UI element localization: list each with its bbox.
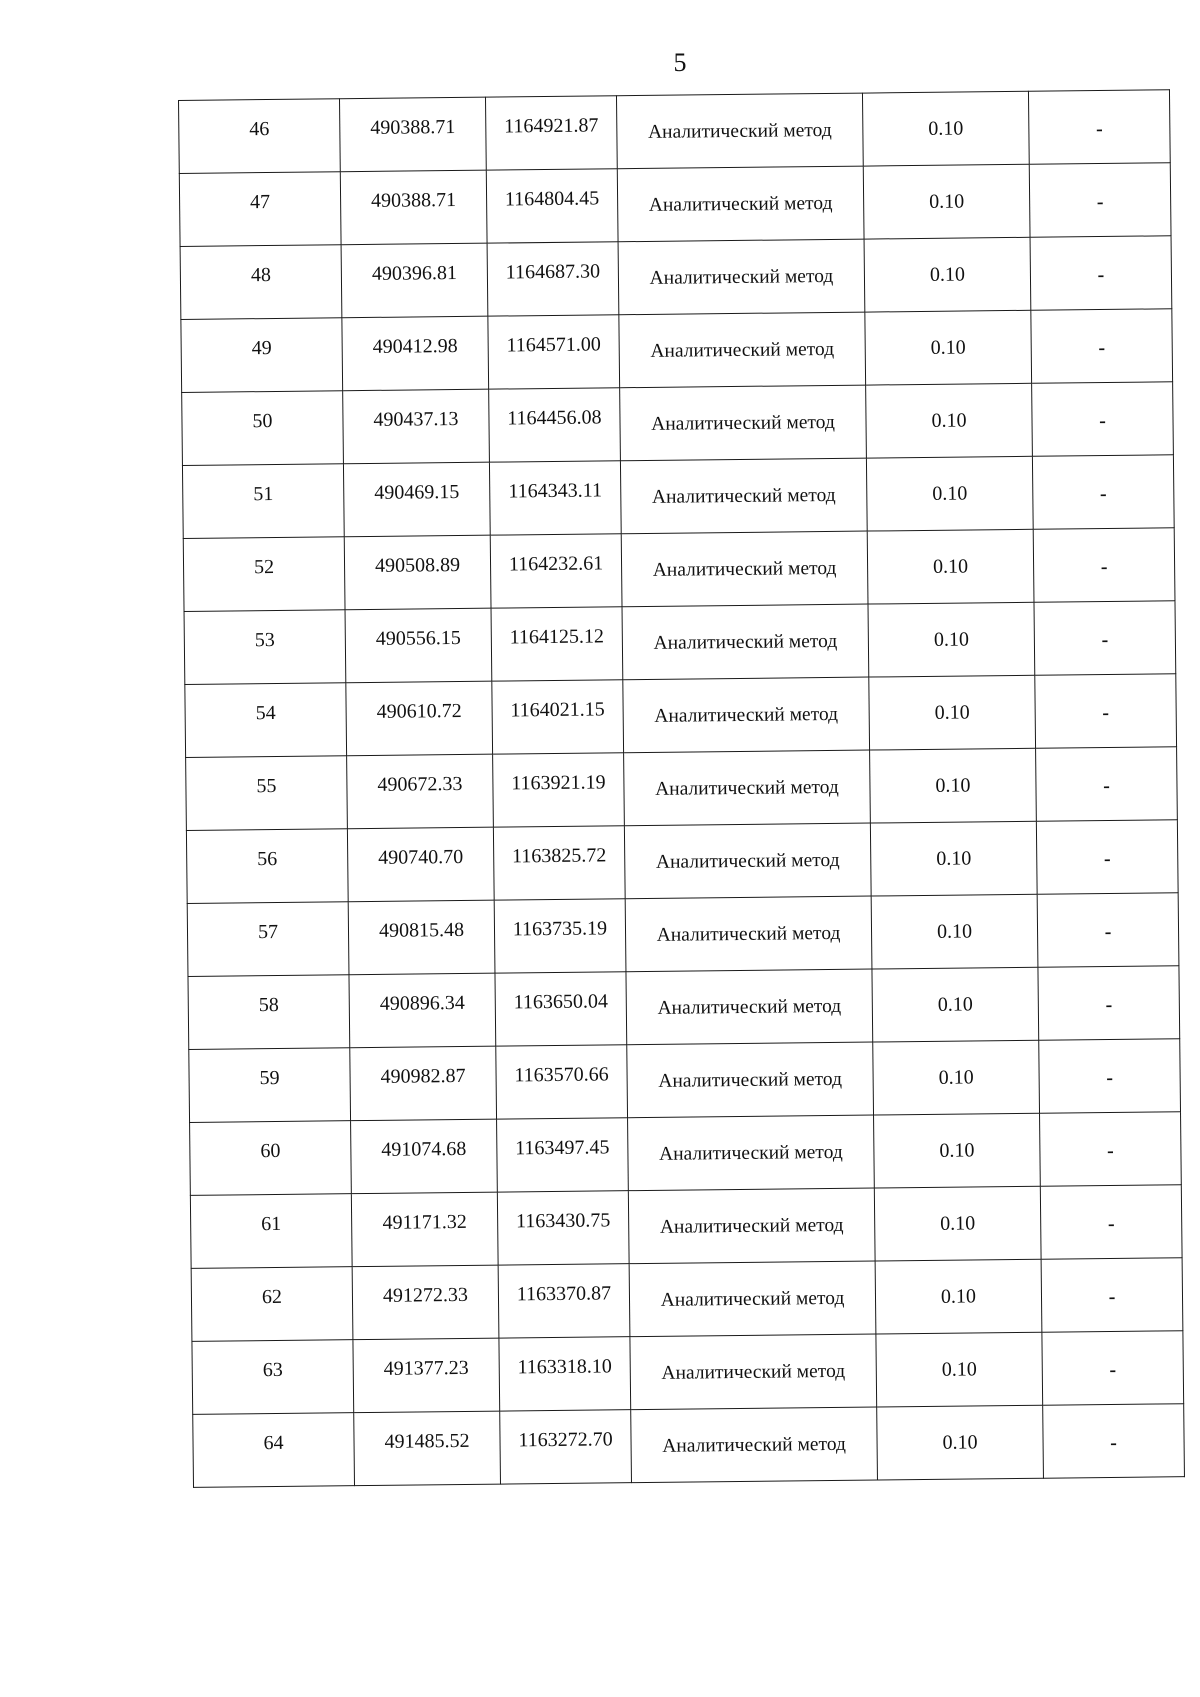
x-coordinate-cell: [343, 462, 490, 537]
x-coordinate-value: 490815.48: [378, 918, 465, 942]
x-coordinate-cell: [342, 316, 489, 391]
accuracy-value: 0.10: [942, 1430, 978, 1454]
y-coordinate-value: 1163318.10: [517, 1354, 612, 1378]
note-cell: [1043, 1404, 1185, 1479]
x-coordinate-cell: [347, 827, 494, 902]
y-coordinate-cell: [493, 753, 625, 827]
x-coordinate-cell: [353, 1338, 500, 1413]
y-coordinate-cell: [497, 1118, 629, 1192]
accuracy-cell: [876, 1332, 1043, 1407]
y-coordinate-value: 1163825.72: [511, 843, 607, 867]
method-cell: [627, 1042, 874, 1118]
note-value: -: [1104, 920, 1112, 943]
note-value: -: [1102, 701, 1110, 724]
note-value: -: [1105, 993, 1113, 1016]
method-value: Аналитический метод: [651, 484, 836, 508]
point-number-value: 49: [251, 336, 272, 359]
note-cell: [1037, 893, 1179, 968]
y-coordinate-value: 1163430.75: [515, 1208, 611, 1232]
note-value: -: [1108, 1285, 1116, 1308]
y-coordinate-cell: [489, 388, 621, 462]
point-number-value: 50: [252, 409, 273, 432]
method-value: Аналитический метод: [662, 1433, 847, 1457]
method-value: Аналитический метод: [647, 119, 832, 143]
point-number-cell: [184, 610, 346, 685]
point-number-value: 58: [258, 993, 279, 1016]
x-coordinate-cell: [349, 973, 496, 1048]
point-number-cell: [182, 464, 344, 539]
note-value: -: [1099, 482, 1107, 505]
accuracy-value: 0.10: [939, 1138, 975, 1162]
point-number-value: 52: [253, 555, 275, 578]
x-coordinate-value: 491377.23: [383, 1356, 469, 1380]
method-value: Аналитический метод: [650, 338, 835, 362]
note-cell: [1040, 1185, 1182, 1260]
accuracy-cell: [875, 1259, 1042, 1334]
x-coordinate-cell: [351, 1192, 498, 1267]
note-value: -: [1106, 1066, 1114, 1089]
point-number-value: 48: [250, 263, 272, 286]
method-cell: [620, 385, 867, 461]
note-cell: [1028, 90, 1170, 165]
method-value: Аналитический метод: [652, 557, 837, 581]
y-coordinate-value: 1164021.15: [510, 697, 605, 721]
point-number-cell: [183, 537, 345, 612]
x-coordinate-cell: [346, 681, 493, 756]
note-cell: [1029, 163, 1171, 238]
x-coordinate-cell: [347, 754, 494, 829]
point-number-value: 56: [257, 847, 278, 870]
method-cell: [626, 969, 873, 1045]
y-coordinate-cell: [498, 1264, 630, 1338]
table-row: [185, 674, 1177, 758]
method-value: Аналитический метод: [649, 265, 834, 289]
x-coordinate-value: 491485.52: [384, 1429, 470, 1453]
note-value: -: [1098, 336, 1106, 359]
accuracy-value: 0.10: [929, 262, 966, 286]
x-coordinate-value: 491272.33: [382, 1283, 469, 1307]
method-cell: [617, 166, 864, 242]
method-value: Аналитический метод: [659, 1214, 844, 1238]
method-cell: [631, 1407, 878, 1483]
y-coordinate-cell: [485, 96, 617, 170]
point-number-cell: [191, 1267, 353, 1342]
table-row: [187, 893, 1179, 977]
accuracy-cell: [863, 164, 1030, 239]
x-coordinate-value: 490610.72: [376, 699, 462, 723]
method-cell: [625, 896, 872, 972]
accuracy-cell: [866, 456, 1033, 531]
point-number-cell: [190, 1194, 352, 1269]
accuracy-value: 0.10: [932, 554, 969, 578]
accuracy-cell: [870, 821, 1037, 896]
method-value: Аналитический метод: [654, 703, 839, 727]
table-row: [180, 236, 1172, 320]
y-coordinate-cell: [489, 461, 621, 535]
note-value: -: [1096, 190, 1104, 213]
point-number-value: 64: [263, 1431, 284, 1454]
accuracy-value: 0.10: [928, 117, 964, 140]
method-cell: [618, 239, 865, 315]
point-number-cell: [186, 829, 348, 904]
table-row: [182, 455, 1174, 539]
x-coordinate-value: 490982.87: [380, 1064, 466, 1088]
method-cell: [619, 312, 866, 388]
point-number-value: 46: [249, 117, 270, 140]
y-coordinate-value: 1163570.66: [514, 1062, 609, 1086]
x-coordinate-value: 490896.34: [379, 991, 465, 1015]
accuracy-cell: [871, 894, 1038, 969]
method-cell: [622, 604, 869, 680]
note-value: -: [1099, 409, 1106, 432]
accuracy-value: 0.10: [941, 1357, 977, 1381]
note-value: -: [1103, 847, 1111, 870]
y-coordinate-value: 1164804.45: [504, 186, 600, 210]
table-row: [183, 528, 1175, 612]
note-cell: [1032, 455, 1174, 530]
y-coordinate-value: 1163735.19: [512, 916, 608, 940]
x-coordinate-cell: [345, 608, 492, 683]
table-row: [188, 966, 1180, 1050]
table-row: [181, 309, 1173, 393]
method-cell: [624, 823, 871, 899]
point-number-value: 54: [255, 701, 276, 724]
x-coordinate-value: 491074.68: [381, 1137, 467, 1161]
x-coordinate-cell: [351, 1119, 498, 1194]
point-number-cell: [187, 902, 349, 977]
method-value: Аналитический метод: [658, 1141, 843, 1165]
y-coordinate-value: 1164571.00: [506, 332, 601, 356]
point-number-cell: [192, 1340, 354, 1415]
point-number-cell: [193, 1413, 355, 1488]
point-number-cell: [181, 318, 343, 393]
x-coordinate-value: 490556.15: [375, 626, 461, 650]
note-cell: [1040, 1112, 1182, 1187]
y-coordinate-cell: [500, 1410, 632, 1484]
page-number: 5: [673, 48, 687, 77]
y-coordinate-cell: [495, 972, 627, 1046]
accuracy-cell: [867, 529, 1034, 604]
accuracy-value: 0.10: [929, 189, 965, 213]
y-coordinate-value: 1164456.08: [507, 405, 602, 429]
x-coordinate-cell: [341, 243, 488, 318]
x-coordinate-cell: [339, 97, 486, 172]
method-value: Аналитический метод: [660, 1287, 845, 1311]
point-number-value: 63: [262, 1358, 283, 1381]
accuracy-cell: [877, 1405, 1044, 1480]
accuracy-cell: [868, 602, 1035, 677]
point-number-cell: [185, 683, 347, 758]
y-coordinate-value: 1164125.12: [509, 624, 605, 648]
point-number-value: 53: [254, 628, 275, 651]
method-value: Аналитический метод: [648, 192, 833, 216]
accuracy-cell: [872, 967, 1039, 1042]
y-coordinate-cell: [493, 826, 625, 900]
note-cell: [1036, 747, 1178, 822]
x-coordinate-cell: [340, 170, 487, 245]
point-number-value: 60: [260, 1139, 281, 1162]
accuracy-value: 0.10: [935, 773, 971, 797]
table-row: [189, 1039, 1181, 1123]
note-value: -: [1110, 1431, 1118, 1454]
point-number-cell: [180, 245, 342, 320]
table-row: [186, 820, 1178, 904]
note-value: -: [1101, 628, 1109, 651]
method-cell: [628, 1115, 875, 1191]
note-cell: [1030, 236, 1172, 311]
x-coordinate-cell: [352, 1265, 499, 1340]
accuracy-value: 0.10: [933, 627, 969, 651]
note-value: -: [1107, 1212, 1115, 1235]
y-coordinate-cell: [497, 1191, 629, 1265]
method-value: Аналитический метод: [658, 1068, 843, 1092]
note-value: -: [1103, 774, 1110, 797]
y-coordinate-value: 1163921.19: [511, 770, 606, 794]
accuracy-value: 0.10: [940, 1211, 976, 1235]
y-coordinate-cell: [491, 607, 623, 681]
accuracy-value: 0.10: [937, 992, 973, 1016]
point-number-cell: [186, 756, 348, 831]
note-cell: [1042, 1331, 1184, 1406]
method-cell: [628, 1188, 875, 1264]
accuracy-value: 0.10: [940, 1284, 977, 1308]
y-coordinate-cell: [488, 315, 620, 389]
table-row: [184, 601, 1176, 685]
y-coordinate-cell: [490, 534, 622, 608]
note-cell: [1035, 674, 1177, 749]
method-value: Аналитический метод: [657, 995, 842, 1019]
x-coordinate-value: 490388.71: [370, 188, 457, 212]
note-cell: [1031, 309, 1173, 384]
accuracy-value: 0.10: [936, 919, 973, 943]
coordinates-table: [178, 89, 1185, 1488]
note-value: -: [1109, 1358, 1117, 1381]
x-coordinate-value: 490396.81: [371, 261, 458, 285]
method-value: Аналитический метод: [661, 1360, 846, 1384]
x-coordinate-value: 490508.89: [374, 553, 461, 577]
method-value: Аналитический метод: [655, 849, 840, 873]
note-cell: [1041, 1258, 1183, 1333]
x-coordinate-cell: [343, 389, 490, 464]
y-coordinate-value: 1164232.61: [508, 551, 604, 575]
accuracy-cell: [862, 91, 1029, 166]
accuracy-cell: [874, 1113, 1041, 1188]
table-row: [190, 1112, 1182, 1196]
point-number-value: 51: [253, 482, 274, 505]
table-row: [186, 747, 1178, 831]
note-value: -: [1095, 117, 1103, 140]
x-coordinate-value: 490469.15: [374, 480, 460, 504]
point-number-value: 61: [261, 1212, 282, 1235]
accuracy-value: 0.10: [938, 1065, 974, 1089]
table-row: [182, 382, 1174, 466]
note-cell: [1036, 820, 1178, 895]
point-number-cell: [179, 99, 341, 174]
point-number-value: 57: [257, 920, 279, 943]
y-coordinate-cell: [492, 680, 624, 754]
y-coordinate-value: 1163497.45: [515, 1135, 610, 1159]
note-value: -: [1106, 1139, 1114, 1162]
note-value: -: [1097, 263, 1105, 286]
accuracy-cell: [866, 383, 1033, 458]
coordinates-table-body: [179, 90, 1185, 1488]
table-row: [179, 163, 1171, 247]
point-number-value: 47: [249, 190, 271, 213]
method-value: Аналитический метод: [651, 411, 835, 435]
point-number-cell: [189, 1048, 351, 1123]
point-number-cell: [182, 391, 344, 466]
accuracy-value: 0.10: [931, 408, 967, 432]
table-row: [179, 90, 1171, 174]
y-coordinate-value: 1164687.30: [505, 259, 601, 283]
x-coordinate-cell: [344, 535, 491, 610]
x-coordinate-value: 490740.70: [378, 845, 464, 869]
x-coordinate-value: 490437.13: [373, 407, 459, 431]
accuracy-cell: [864, 237, 1031, 312]
method-cell: [620, 458, 867, 534]
accuracy-value: 0.10: [930, 335, 966, 359]
method-cell: [630, 1334, 877, 1410]
y-coordinate-cell: [486, 169, 618, 243]
accuracy-cell: [873, 1040, 1040, 1115]
note-value: -: [1100, 555, 1108, 578]
y-coordinate-cell: [487, 242, 619, 316]
accuracy-cell: [869, 675, 1036, 750]
accuracy-cell: [874, 1186, 1041, 1261]
table-row: [191, 1258, 1183, 1342]
x-coordinate-cell: [350, 1046, 497, 1121]
x-coordinate-value: 490388.71: [370, 115, 456, 139]
method-cell: [623, 677, 870, 753]
point-number-cell: [188, 975, 350, 1050]
y-coordinate-cell: [494, 899, 626, 973]
table-row: [190, 1185, 1182, 1269]
accuracy-value: 0.10: [932, 481, 968, 505]
accuracy-cell: [865, 310, 1032, 385]
coordinates-table-wrapper: [178, 89, 1178, 1488]
y-coordinate-value: 1163370.87: [516, 1281, 612, 1305]
method-cell: [624, 750, 871, 826]
y-coordinate-value: 1164921.87: [504, 113, 599, 137]
method-cell: [621, 531, 868, 607]
note-cell: [1038, 966, 1180, 1041]
method-cell: [629, 1261, 876, 1337]
accuracy-cell: [870, 748, 1037, 823]
y-coordinate-value: 1163272.70: [518, 1427, 613, 1451]
x-coordinate-value: 490672.33: [377, 772, 463, 796]
method-value: Аналитический метод: [656, 922, 841, 946]
point-number-cell: [179, 172, 341, 247]
point-number-value: 62: [261, 1285, 283, 1308]
y-coordinate-value: 1164343.11: [508, 478, 603, 502]
x-coordinate-value: 491171.32: [382, 1210, 467, 1234]
y-coordinate-cell: [496, 1045, 628, 1119]
note-cell: [1039, 1039, 1181, 1114]
point-number-cell: [190, 1121, 352, 1196]
y-coordinate-cell: [499, 1337, 631, 1411]
x-coordinate-value: 490412.98: [372, 334, 458, 358]
y-coordinate-value: 1163650.04: [513, 989, 609, 1013]
note-cell: [1033, 528, 1175, 603]
point-number-value: 59: [259, 1066, 280, 1089]
accuracy-value: 0.10: [934, 700, 970, 724]
method-value: Аналитический метод: [655, 776, 839, 800]
x-coordinate-cell: [354, 1411, 501, 1486]
table-row: [192, 1331, 1184, 1415]
table-row: [193, 1404, 1185, 1488]
method-value: Аналитический метод: [653, 630, 838, 654]
note-cell: [1032, 382, 1174, 457]
note-cell: [1034, 601, 1176, 676]
point-number-value: 55: [256, 774, 277, 797]
accuracy-value: 0.10: [936, 846, 972, 870]
method-cell: [616, 93, 863, 169]
x-coordinate-cell: [348, 900, 495, 975]
